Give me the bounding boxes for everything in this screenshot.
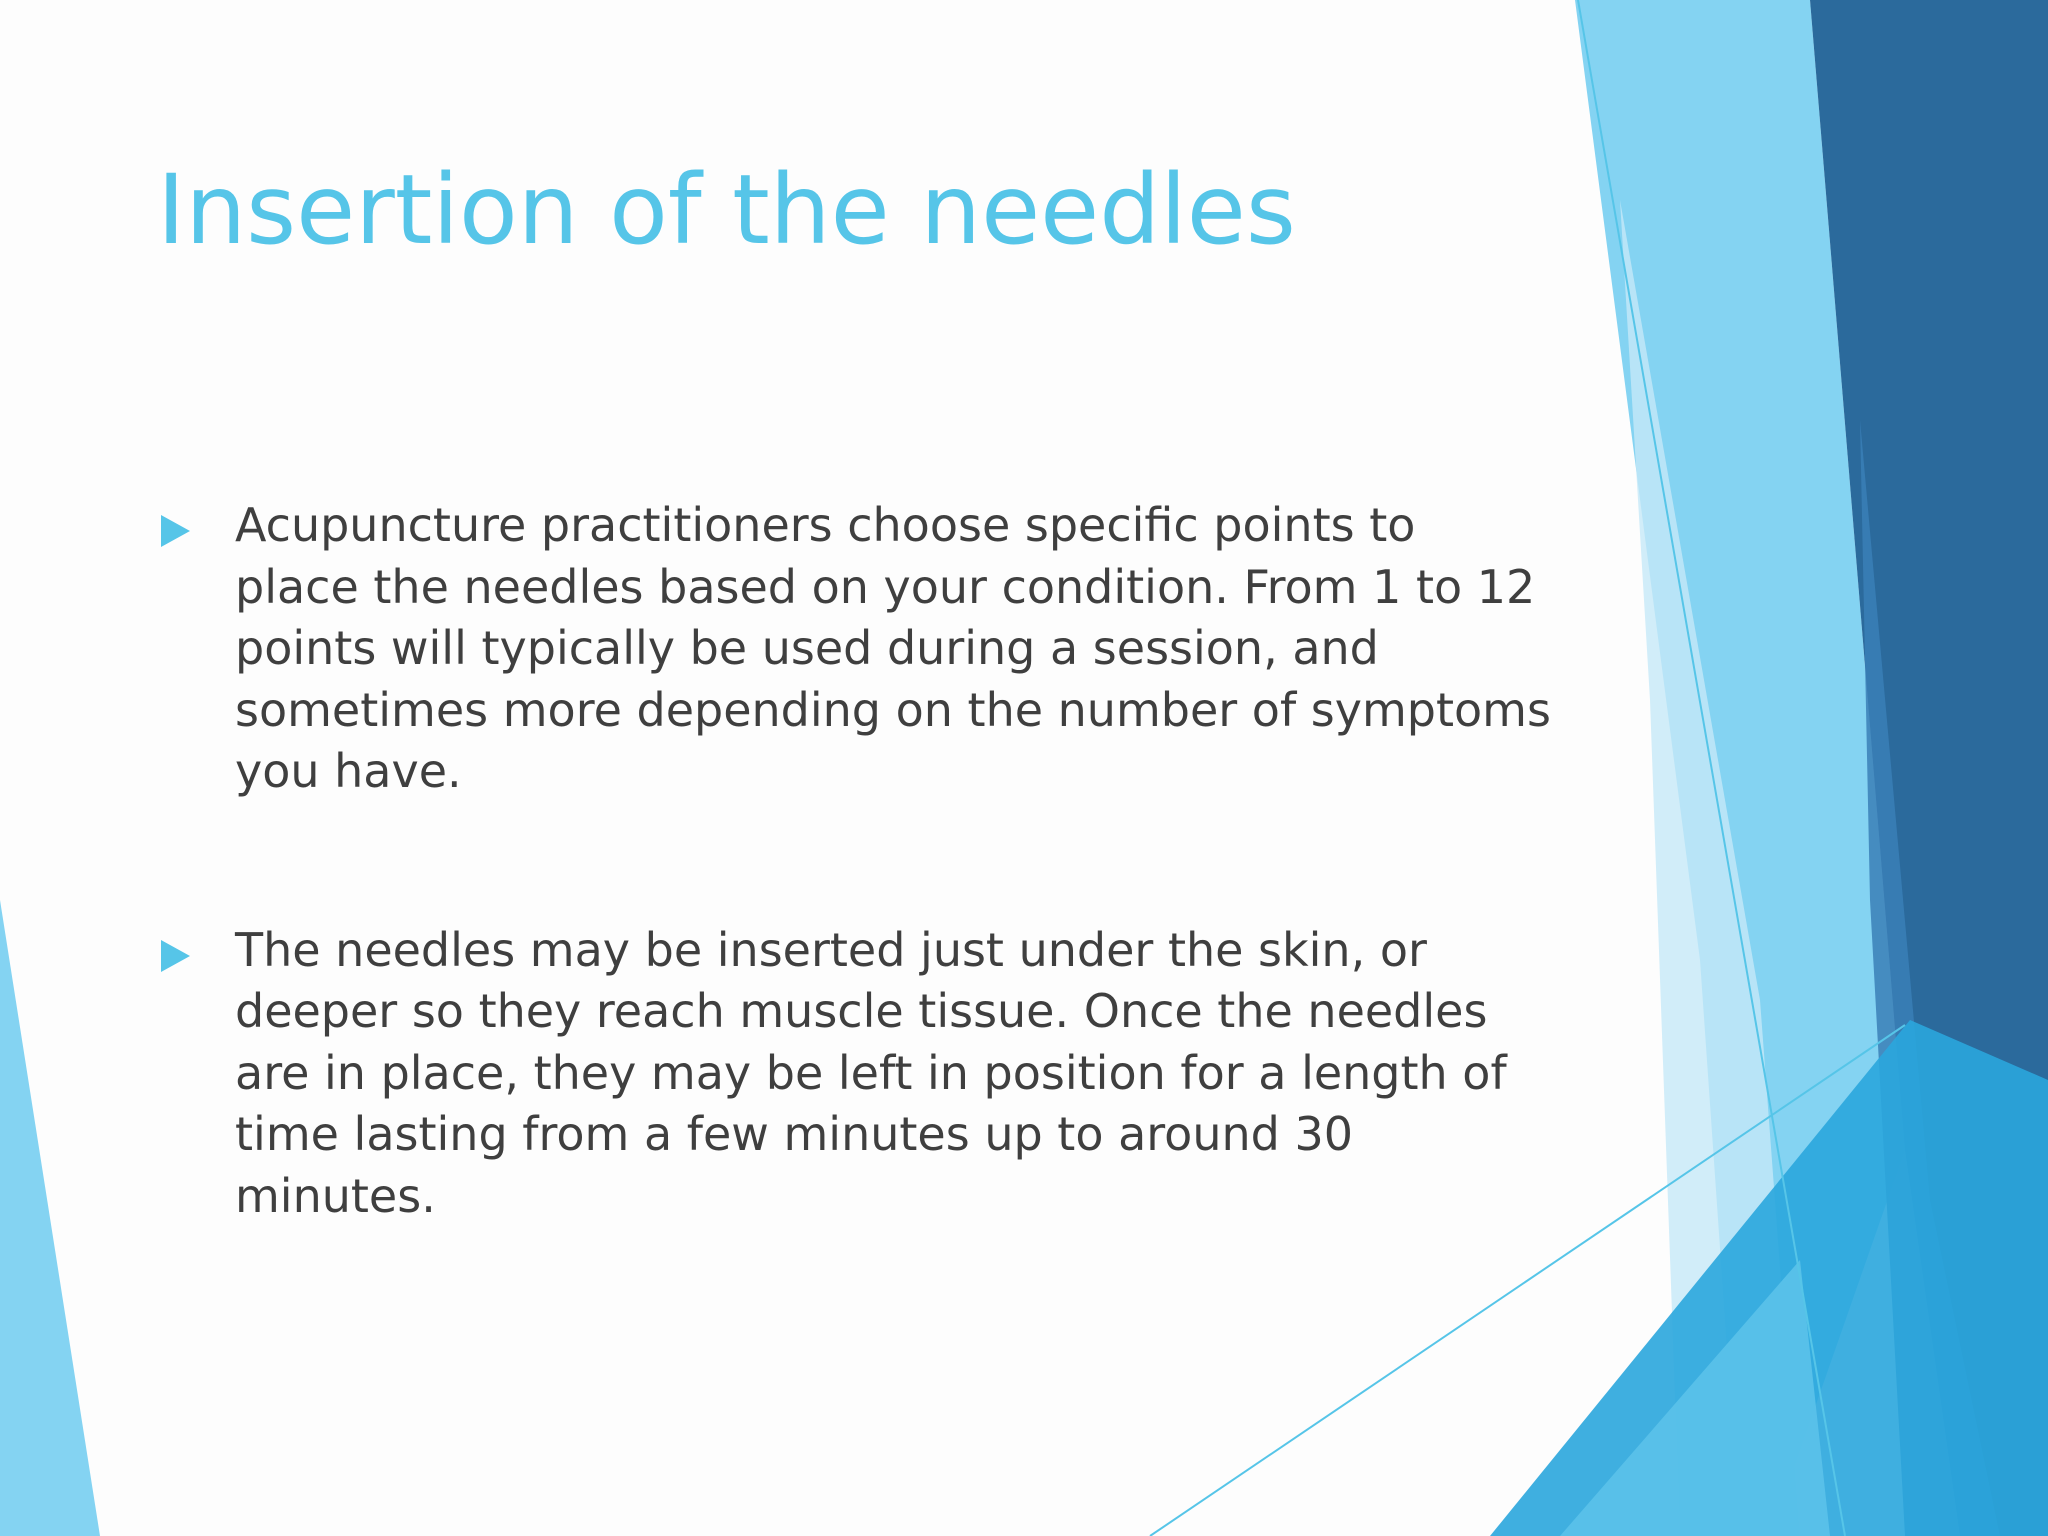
bullet-item — [157, 495, 1552, 803]
bullet-item — [157, 920, 1552, 1228]
triangle-right-icon — [161, 515, 190, 547]
bullet-text: The needles may be inserted just under the skin, or deeper so they reach muscle tissue. Once the needles are in place, they may be left in position for a length of time lasting from a few minutes up to around 30 minutes. — [235, 922, 1507, 1223]
slide-title: Insertion of the needles — [157, 154, 1296, 266]
left-facet — [0, 900, 100, 1536]
bullet-list — [157, 495, 1552, 1344]
triangle-right-icon — [161, 940, 190, 972]
bullet-text: Acupuncture practitioners choose specific points to place the needles based on your condition. From 1 to 12 points will typically be used during a session, and sometimes more depending on the number of symptoms you have. — [235, 498, 1551, 798]
